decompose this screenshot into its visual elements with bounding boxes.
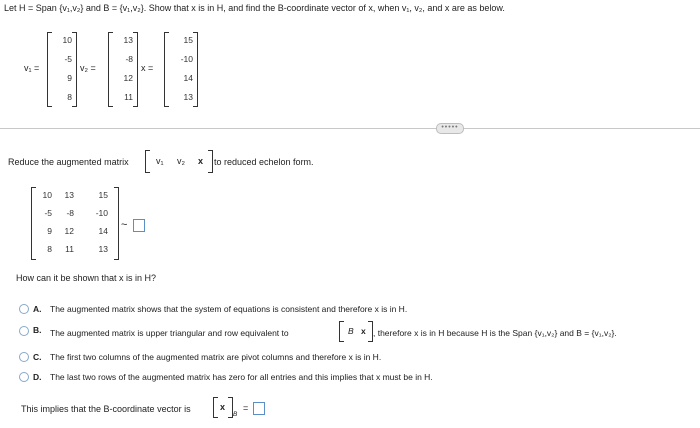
v2-entry: 11 — [124, 92, 133, 102]
x-entry: 15 — [183, 35, 193, 45]
matrix-cell: -5 — [44, 208, 52, 218]
matrix-cell: 11 — [65, 244, 74, 254]
x-label: x = — [141, 63, 154, 73]
option-c-radio[interactable] — [19, 352, 29, 362]
section-divider — [0, 128, 700, 129]
option-b-span-vectors: {v₁,v₂} — [534, 328, 558, 338]
augmented-matrix — [31, 187, 119, 260]
matrix-cell: 10 — [42, 190, 52, 200]
v2-entry: 13 — [123, 35, 133, 45]
aug-x: x — [198, 156, 204, 166]
equals-sign: = — [243, 403, 249, 413]
option-b-matrix-b: B — [348, 326, 354, 336]
option-b-text-post-main: , therefore x is in H because H is the Span — [373, 328, 533, 338]
matrix-cell: 9 — [47, 226, 52, 236]
option-b-b-vectors: {v₁,v₂}. — [591, 328, 617, 338]
v1-entry: 8 — [67, 92, 72, 102]
matrix-cell: 14 — [98, 226, 108, 236]
matrix-cell: 8 — [47, 244, 52, 254]
option-b-matrix-x: x — [361, 326, 366, 336]
v2-label: v₂ = — [80, 63, 96, 73]
v1-entry: 10 — [62, 35, 72, 45]
aug-v1: v₁ — [156, 156, 164, 166]
subscript-b: B — [233, 411, 238, 418]
matrix-cell: -8 — [66, 208, 74, 218]
v1-label: v₁ = — [24, 63, 40, 73]
header-instruction: . Show that x is in H, and find the B-coordinate vector of x, when v₁, v₂, and x are as below. — [143, 3, 505, 13]
header-prefix: Let H = Span — [4, 3, 57, 13]
question-text: How can it be shown that x is in H? — [16, 273, 157, 283]
v2-entry: -8 — [125, 54, 133, 64]
final-statement: This implies that the B-coordinate vector is — [21, 404, 191, 414]
option-a-radio[interactable] — [19, 304, 29, 314]
problem-statement — [4, 3, 505, 13]
row-equivalent-symbol: ~ — [121, 219, 128, 231]
b-coordinate-answer-box[interactable] — [253, 402, 265, 415]
b-coordinate-bracket — [213, 397, 233, 418]
option-a-letter: A. — [33, 304, 42, 314]
reduce-suffix: to reduced echelon form. — [214, 157, 314, 167]
option-b-text-post — [373, 328, 617, 338]
matrix-cell: 15 — [98, 190, 108, 200]
reduced-matrix-answer-box[interactable] — [133, 219, 145, 232]
b-basis-vectors: {v₁,v₂} — [119, 3, 144, 13]
option-c-letter: C. — [33, 352, 42, 362]
option-b-text-pre: The augmented matrix is upper triangular and row equivalent to — [50, 328, 289, 338]
augmented-matrix-symbolic — [145, 150, 213, 173]
v2-matrix — [108, 32, 138, 107]
x-entry: 13 — [183, 92, 193, 102]
option-c-text: The first two columns of the augmented matrix are pivot columns and therefore x is in H. — [50, 352, 382, 362]
matrix-cell: 13 — [98, 244, 108, 254]
x-entry: 14 — [183, 73, 193, 83]
option-d-text: The last two rows of the augmented matrix has zero for all entries and this implies that x must be in H. — [50, 372, 433, 382]
x-matrix — [164, 32, 198, 107]
matrix-cell: 12 — [64, 226, 74, 236]
expand-more-button[interactable]: ••••• — [436, 123, 464, 134]
aug-v2: v₂ — [177, 156, 185, 166]
matrix-cell: -10 — [95, 208, 108, 218]
x-entry: -10 — [180, 54, 193, 64]
option-b-radio[interactable] — [19, 326, 29, 336]
option-a-text: The augmented matrix shows that the system of equations is consistent and therefore x is in H. — [50, 304, 408, 314]
v1-entry: 9 — [67, 73, 72, 83]
option-b-matrix — [339, 321, 373, 342]
v1-entry: -5 — [64, 54, 72, 64]
header-and-b: and B = — [85, 3, 118, 13]
bracket-x: x — [220, 402, 226, 412]
reduce-prefix: Reduce the augmented matrix — [8, 157, 129, 167]
h-span-vectors: {v₁,v₂} — [59, 3, 84, 13]
matrix-cell: 13 — [64, 190, 74, 200]
option-d-radio[interactable] — [19, 372, 29, 382]
option-d-letter: D. — [33, 372, 42, 382]
v1-matrix — [47, 32, 77, 107]
v2-entry: 12 — [123, 73, 133, 83]
option-b-letter: B. — [33, 325, 42, 335]
option-b-and-b: and B = — [559, 328, 590, 338]
